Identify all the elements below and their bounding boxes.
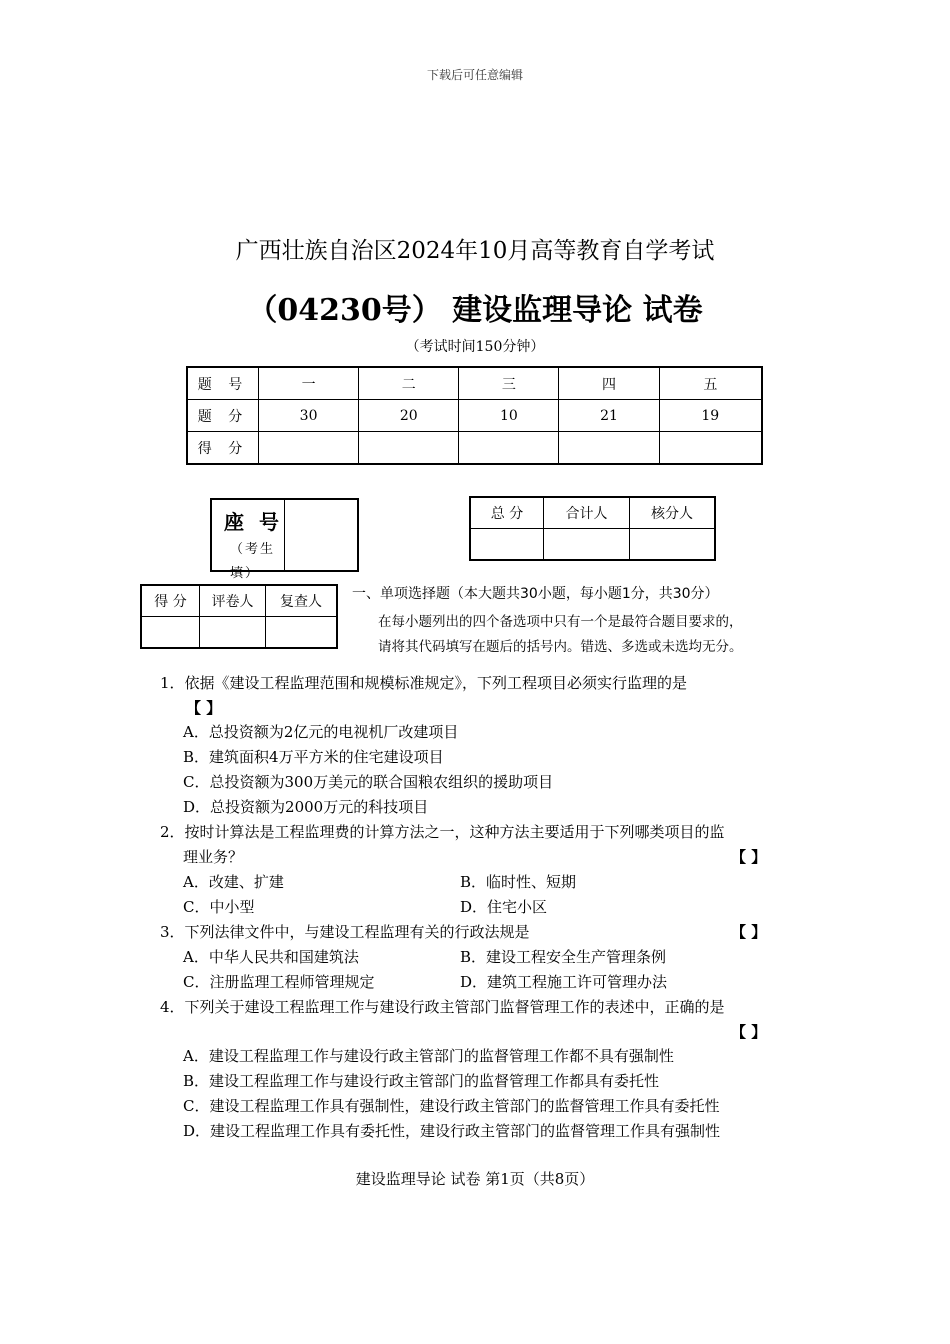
seat-number-box <box>210 498 359 581</box>
score-table <box>186 366 763 465</box>
total-score-cell <box>470 529 544 561</box>
score-cell <box>359 432 459 465</box>
seat-label-cell <box>212 500 285 581</box>
score-cell <box>559 432 659 465</box>
score-table-row-score <box>187 432 762 465</box>
paper-title: （04230号） 建设监理导论 试卷 <box>247 293 703 328</box>
score-table-row-section <box>187 367 762 400</box>
section-points: 19 <box>659 400 762 432</box>
answer-bracket: 【 】 <box>731 923 767 941</box>
page-footer: 建设监理导论 试卷 第1页（共8页） <box>355 1170 595 1188</box>
reviewer-header: 复查人 <box>266 585 338 617</box>
score-table-row-points <box>187 400 762 432</box>
checker-header: 核分人 <box>630 497 716 529</box>
score-table-header: 得 分 <box>187 432 259 465</box>
section-number: 五 <box>659 367 762 400</box>
question-option: A．改建、扩建 <box>183 873 284 891</box>
section-points: 20 <box>359 400 459 432</box>
score-cell <box>659 432 762 465</box>
question-option: B．建设工程安全生产管理条例 <box>460 948 667 966</box>
question-option: C．中小型 <box>183 898 255 916</box>
total-score-table <box>469 496 716 561</box>
question-option: D．总投资额为2000万元的科技项目 <box>183 798 429 816</box>
summer-cell <box>544 529 630 561</box>
question-option: B．临时性、短期 <box>460 873 577 891</box>
question-option: B．建筑面积4万平方米的住宅建设项目 <box>183 748 444 766</box>
score-table-header: 题 号 <box>187 367 259 400</box>
grader-header: 评卷人 <box>200 585 266 617</box>
score-cell <box>459 432 559 465</box>
grader-table <box>140 584 338 649</box>
exam-duration: （考试时间150分钟） <box>405 339 545 355</box>
question-option: D．建设工程监理工作具有委托性，建设行政主管部门的监督管理工作具有强制性 <box>183 1122 721 1140</box>
section-points: 10 <box>459 400 559 432</box>
section-points: 21 <box>559 400 659 432</box>
seat-label: 座 号 <box>224 510 283 534</box>
exam-title: 广西壮族自治区2024年10月高等教育自学考试 <box>235 238 715 264</box>
question-option: C．注册监理工程师管理规定 <box>183 973 375 991</box>
question-option: A．建设工程监理工作与建设行政主管部门的监督管理工作都不具有强制性 <box>183 1047 674 1065</box>
section-number: 二 <box>359 367 459 400</box>
total-score-header: 总 分 <box>470 497 544 529</box>
seat-note: （考生填） <box>230 542 276 581</box>
section-number: 一 <box>259 367 359 400</box>
question-option: C．总投资额为300万美元的联合国粮农组织的援助项目 <box>183 773 554 791</box>
score-cell <box>259 432 359 465</box>
question-stem: 3．下列法律文件中，与建设工程监理有关的行政法规是 <box>160 923 530 941</box>
watermark: 下载后可任意编辑 <box>426 68 523 82</box>
question-option: C．建设工程监理工作具有强制性，建设行政主管部门的监督管理工作具有委托性 <box>183 1097 720 1115</box>
answer-bracket: 【 】 <box>731 1023 767 1041</box>
grader-score-header: 得 分 <box>141 585 200 617</box>
question-stem: 1．依据《建设工程监理范围和规模标准规定》，下列工程项目必须实行监理的是 <box>160 674 688 692</box>
answer-bracket: 【 】 <box>186 699 222 717</box>
grader-cell <box>200 617 266 649</box>
section-number: 三 <box>459 367 559 400</box>
checker-cell <box>630 529 716 561</box>
section-instruction: 请将其代码填写在题后的括号内。错选、多选或未选均无分。 <box>378 639 743 655</box>
question-option: B．建设工程监理工作与建设行政主管部门的监督管理工作都具有委托性 <box>183 1072 660 1090</box>
question-stem: 4．下列关于建设工程监理工作与建设行政主管部门监督管理工作的表述中，正确的是 <box>160 998 725 1016</box>
question-stem: 2．按时计算法是工程监理费的计算方法之一，这种方法主要适用于下列哪类项目的监 <box>160 823 725 841</box>
section-number: 四 <box>559 367 659 400</box>
question-stem-continued: 理业务？ <box>183 848 244 866</box>
section-points: 30 <box>259 400 359 432</box>
reviewer-cell <box>266 617 338 649</box>
score-table-header: 题 分 <box>187 400 259 432</box>
section-heading: 一、单项选择题（本大题共30小题，每小题1分，共30分） <box>352 586 719 602</box>
section-instruction: 在每小题列出的四个备选项中只有一个是最符合题目要求的， <box>378 614 743 630</box>
question-option: A．总投资额为2亿元的电视机厂改建项目 <box>183 723 459 741</box>
question-option: D．住宅小区 <box>460 898 548 916</box>
grader-score-cell <box>141 617 200 649</box>
answer-bracket: 【 】 <box>731 848 767 866</box>
question-option: A．中华人民共和国建筑法 <box>183 948 359 966</box>
summer-header: 合计人 <box>544 497 630 529</box>
question-option: D．建筑工程施工许可管理办法 <box>460 973 668 991</box>
